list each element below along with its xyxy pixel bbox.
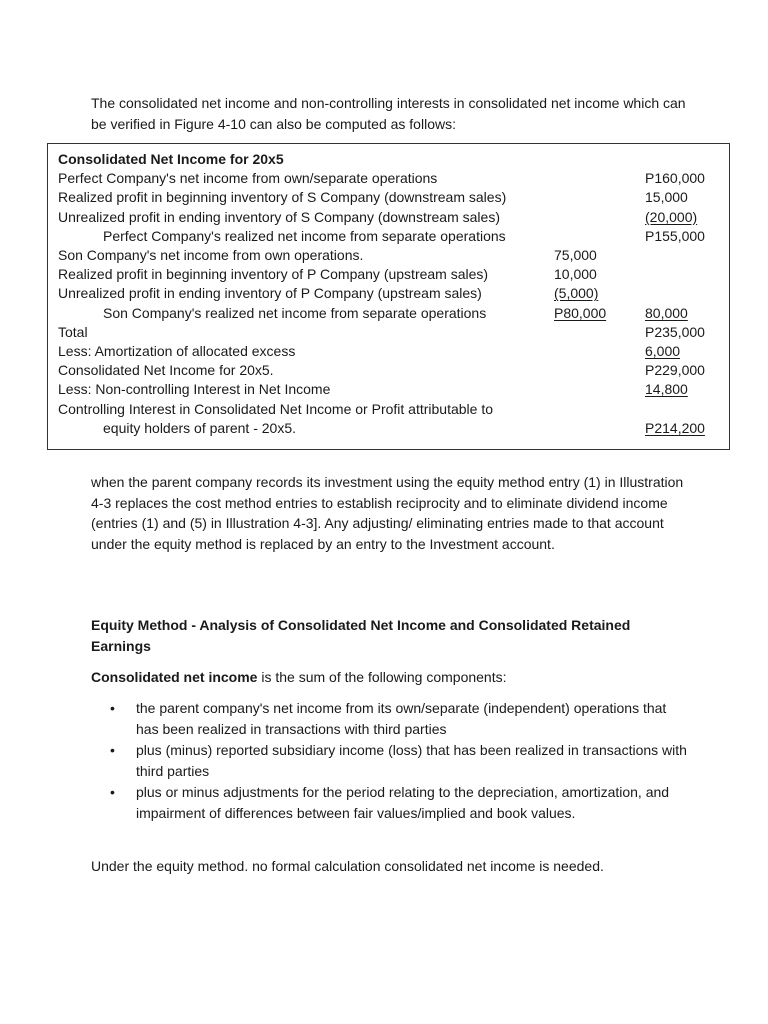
table-row <box>48 342 731 361</box>
table-row <box>48 284 731 303</box>
list-item <box>91 782 691 823</box>
row-sub-value: 75,000 <box>554 247 597 263</box>
table-row <box>48 419 731 438</box>
row-label: Son Company's realized net income from separate operations <box>103 304 487 321</box>
table-row <box>48 265 731 284</box>
table-row <box>48 361 731 380</box>
table-row <box>48 304 731 323</box>
intro-paragraph: The consolidated net income and non-controlling interests in consolidated net income which can be verified in Figure 4-10 can also be computed as follows: <box>91 95 686 132</box>
equity-method-paragraph: when the parent company records its investment using the equity method entry (1) in Illustration 4-3 replaces the cost method entries to establish reciprocity and to eliminate dividend income (entries (1) and (5) in Illustration 4-3]. Any adjusting/ eliminating entries made to that account under the equity method is replaced by an entry to the Investment account. <box>91 474 684 552</box>
row-label: Perfect Company's net income from own/separate operations <box>58 170 438 187</box>
row-total-value: P155,000 <box>645 227 705 244</box>
row-total-value: P229,000 <box>645 362 705 379</box>
list-item-text: plus (minus) reported subsidiary income (loss) that has been realized in transactions with third parties <box>136 742 687 779</box>
row-label: equity holders of parent - 20x5. <box>103 419 297 436</box>
table-row <box>48 323 731 342</box>
row-sub-value: (5,000) <box>554 285 599 302</box>
table-row <box>48 208 731 227</box>
row-total-value: 14,800 <box>645 381 688 398</box>
list-item-text: plus or minus adjustments for the period relating to the depreciation, amortization, and impairment of differences between fair values/implied and book values. <box>136 784 670 821</box>
row-sub-value: P80,000 <box>554 304 607 321</box>
table-row <box>48 400 731 419</box>
row-sub-value: 10,000 <box>554 266 597 283</box>
row-total-value: 80,000 <box>645 304 688 321</box>
table-row <box>48 169 731 188</box>
bullet-icon: • <box>110 700 115 716</box>
row-label: Consolidated Net Income for 20x5. <box>58 362 274 379</box>
row-label: Son Company's net income from own operations. <box>58 247 364 263</box>
row-label: Controlling Interest in Consolidated Net Income or Profit attributable to <box>58 400 494 417</box>
lead-paragraph <box>91 667 691 688</box>
table-row <box>48 188 731 207</box>
row-label: Less: Non-controlling Interest in Net Income <box>58 381 331 398</box>
table-row <box>48 246 731 265</box>
table-title-row <box>48 150 731 169</box>
bullet-icon: • <box>110 742 115 758</box>
consolidated-net-income-table <box>47 143 730 450</box>
row-label: Perfect Company's realized net income from separate operations <box>103 227 506 244</box>
list-item <box>91 698 691 739</box>
components-list <box>91 698 691 824</box>
row-total-value: (20,000) <box>645 208 698 225</box>
row-label: Realized profit in beginning inventory of S Company (downstream sales) <box>58 189 507 206</box>
table-row <box>48 227 731 246</box>
row-label: Total <box>58 323 88 340</box>
list-item <box>91 740 691 781</box>
row-total-value: P160,000 <box>645 170 705 187</box>
list-item-text: the parent company's net income from its own/separate (independent) operations that has been realized in transactions with third parties <box>136 700 667 737</box>
row-total-value: P235,000 <box>645 323 705 340</box>
row-total-value: 6,000 <box>645 343 681 359</box>
closing-paragraph: Under the equity method. no formal calculation consolidated net income is needed. <box>91 858 604 874</box>
table-title: Consolidated Net Income for 20x5 <box>58 151 284 167</box>
row-total-value: P214,200 <box>645 419 705 436</box>
lead-rest: is the sum of the following components: <box>257 669 507 685</box>
row-total-value: 15,000 <box>645 189 688 206</box>
row-label: Less: Amortization of allocated excess <box>58 343 296 359</box>
table-row <box>48 380 731 399</box>
row-label: Realized profit in beginning inventory of P Company (upstream sales) <box>58 266 489 283</box>
row-label: Unrealized profit in ending inventory of P Company (upstream sales) <box>58 285 482 302</box>
section-heading: Equity Method - Analysis of Consolidated Net Income and Consolidated Retained Earnings <box>91 617 631 654</box>
row-label: Unrealized profit in ending inventory of S Company (downstream sales) <box>58 208 500 225</box>
lead-bold-term: Consolidated net income <box>91 669 258 685</box>
bullet-icon: • <box>110 784 115 800</box>
